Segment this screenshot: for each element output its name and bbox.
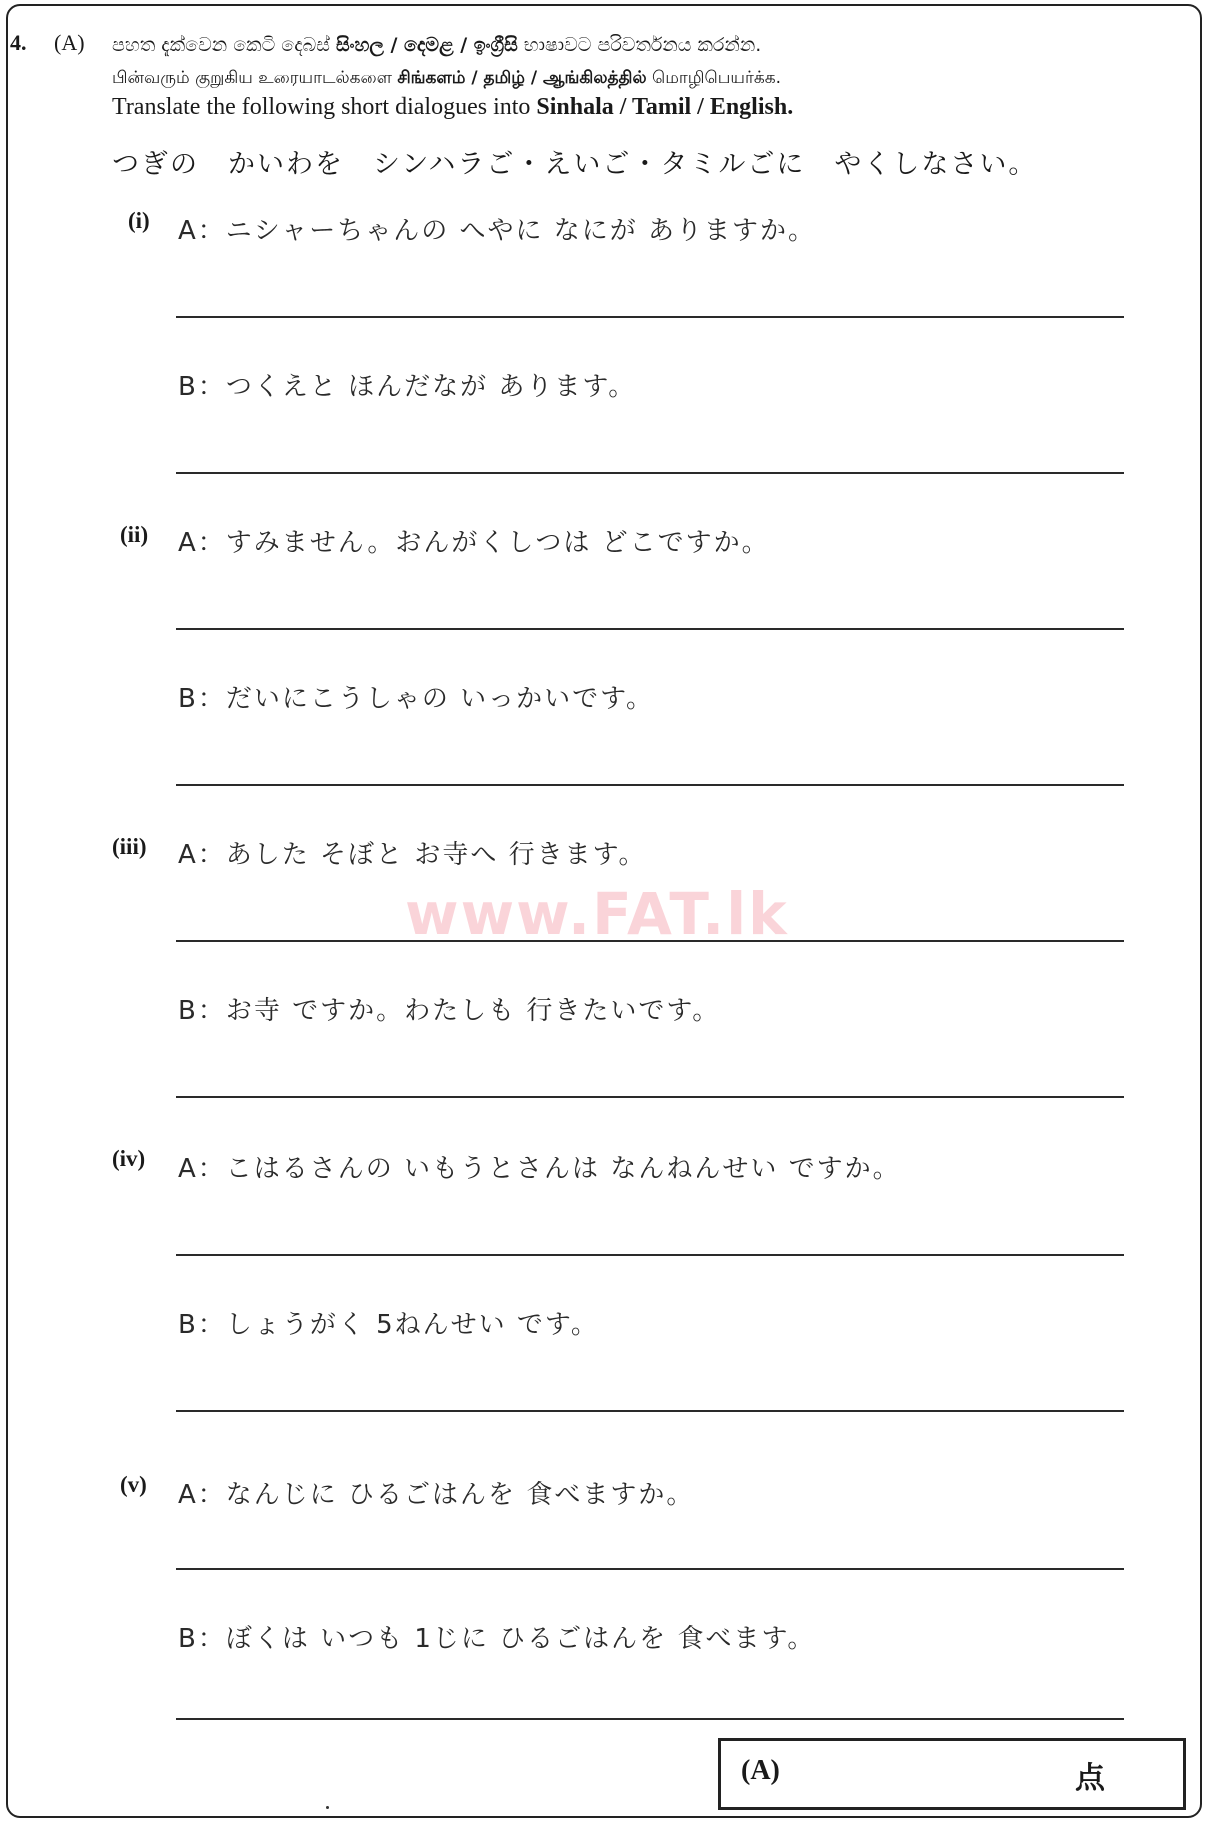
- dialogue-number: (v): [120, 1472, 147, 1497]
- instruction-english: Translate the following short dialogues into Sinhala / Tamil / English.: [112, 94, 794, 120]
- watermark: www.FAT.lk: [405, 880, 789, 948]
- question-number: 4.: [10, 30, 27, 55]
- answer-line[interactable]: [176, 784, 1124, 786]
- answer-line[interactable]: [176, 628, 1124, 630]
- question-part: (A): [54, 30, 85, 55]
- dialogue-number: (iii): [112, 834, 147, 859]
- dialogue-line-b: B：しょうがく 5ねんせい です。: [178, 1310, 599, 1340]
- answer-line[interactable]: [176, 1410, 1124, 1412]
- instruction-sinhala: පහත දැක්වෙන කෙටි දෙබස් සිංහල / දෙමළ / ඉංග්‍රීසි භාෂාවට පරිවර්තනය කරන්න.: [112, 34, 762, 56]
- dialogue-number: (i): [128, 208, 150, 233]
- dialogue-line-a: A：なんじに ひるごはんを 食べますか。: [178, 1480, 695, 1510]
- stray-dot: [326, 1806, 329, 1809]
- score-box: [718, 1738, 1186, 1810]
- dialogue-line-b: B：ぼくは いつも 1じに ひるごはんを 食べます。: [178, 1624, 816, 1654]
- answer-line[interactable]: [176, 1568, 1124, 1570]
- dialogue-line-a: A：こはるさんの いもうとさんは なんねんせい ですか。: [178, 1154, 901, 1184]
- answer-line[interactable]: [176, 1254, 1124, 1256]
- dialogue-line-a: A：ニシャーちゃんの へやに なにが ありますか。: [178, 216, 817, 246]
- dialogue-line-b: B：だいにこうしゃの いっかいです。: [178, 684, 655, 714]
- dialogue-number: (ii): [120, 522, 149, 547]
- dialogue-line-b: B：お寺 ですか。わたしも 行きたいです。: [178, 996, 721, 1026]
- answer-line[interactable]: [176, 316, 1124, 318]
- answer-line[interactable]: [176, 1718, 1124, 1720]
- dialogue-number: (iv): [112, 1146, 146, 1171]
- instruction-tamil: பின்வரும் குறுகிய உரையாடல்களை சிங்களம் / தமிழ் / ஆங்கிலத்தில் மொழிபெயர்க்க.: [112, 68, 781, 88]
- score-label: (A): [741, 1755, 780, 1786]
- answer-line[interactable]: [176, 1096, 1124, 1098]
- dialogue-line-a: A：あした そぼと お寺へ 行きます。: [178, 840, 647, 870]
- dialogue-line-b: B：つくえと ほんだなが あります。: [178, 372, 637, 402]
- instruction-japanese: つぎの かいわを シンハラご・えいご・タミルごに やくしなさい。: [112, 149, 1038, 180]
- answer-line[interactable]: [176, 472, 1124, 474]
- dialogue-line-a: A：すみません。おんがくしつは どこですか。: [178, 528, 770, 558]
- score-unit: 点: [1075, 1761, 1105, 1796]
